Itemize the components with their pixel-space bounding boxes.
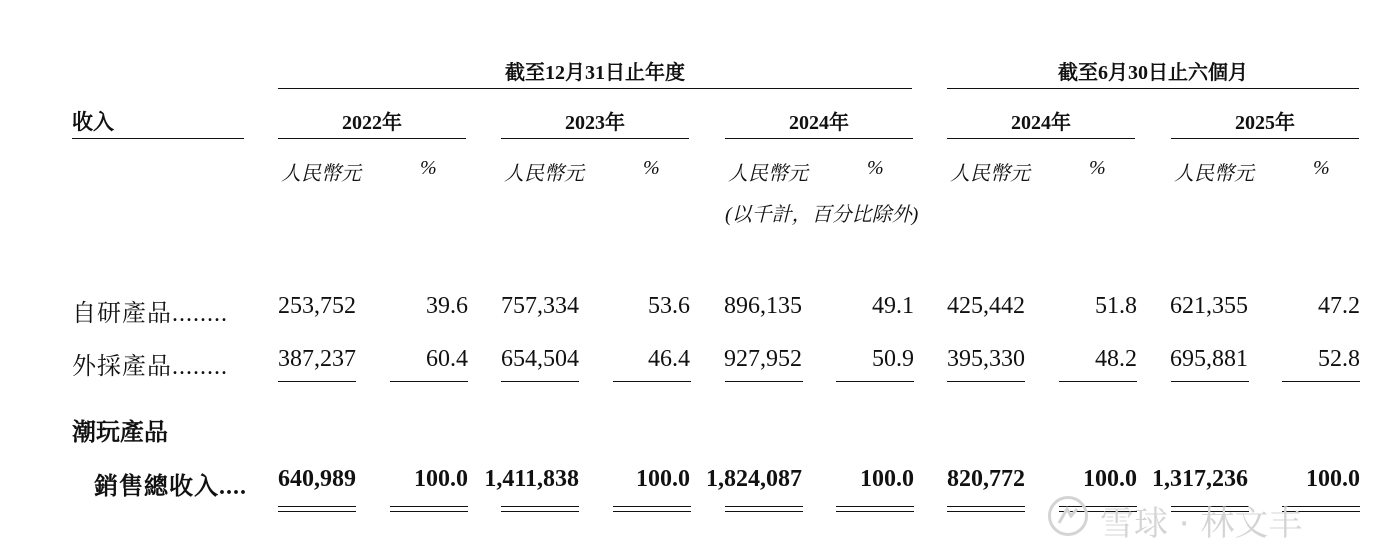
cell-outsourced-2022-amount: 387,237: [278, 346, 356, 372]
section-title-trendy-toys: 潮玩產品: [72, 420, 168, 446]
cell-self-developed-2025h-amount: 621,355: [1170, 293, 1248, 319]
watermark-author: 雪球 · 林文丰: [1100, 504, 1303, 544]
year-rule-2023: [501, 138, 689, 139]
unit-label: 人民幣元: [504, 163, 584, 185]
cell-total-2025h-pct: 100.0: [1306, 466, 1360, 492]
subtotal-rule: [613, 381, 691, 382]
unit-label: 人民幣元: [950, 163, 1030, 185]
row-header-rule: [72, 138, 244, 139]
pct-label: %: [1313, 157, 1330, 179]
subtotal-rule: [278, 381, 356, 382]
cell-outsourced-2024h-pct: 48.2: [1095, 346, 1137, 372]
cell-total-2024h-amount: 820,772: [947, 466, 1025, 492]
total-double-rule: [725, 506, 803, 512]
subtotal-rule: [1059, 381, 1137, 382]
cell-outsourced-2025h-pct: 52.8: [1318, 346, 1360, 372]
pct-label: %: [1089, 157, 1106, 179]
year-header-2024: 2024年: [789, 112, 849, 134]
total-double-rule: [501, 506, 579, 512]
cell-self-developed-2023-amount: 757,334: [501, 293, 579, 319]
group-rule-half-year: [947, 88, 1359, 89]
unit-label: 人民幣元: [1174, 163, 1254, 185]
cell-total-2024-amount: 1,824,087: [706, 466, 802, 492]
cell-total-2023-pct: 100.0: [636, 466, 690, 492]
cell-self-developed-2024-amount: 896,135: [724, 293, 802, 319]
group-header-half-year: 截至6月30日止六個月: [1058, 62, 1248, 84]
pct-label: %: [643, 157, 660, 179]
cell-outsourced-2022-pct: 60.4: [426, 346, 468, 372]
unit-label: 人民幣元: [728, 163, 808, 185]
year-header-2025-half: 2025年: [1235, 112, 1295, 134]
row-label-total: 銷售總收入....: [94, 474, 247, 500]
group-rule-full-year: [278, 88, 912, 89]
cell-outsourced-2024h-amount: 395,330: [947, 346, 1025, 372]
cell-self-developed-2023-pct: 53.6: [648, 293, 690, 319]
subtotal-rule: [947, 381, 1025, 382]
subtotal-rule: [836, 381, 914, 382]
cell-total-2025h-amount: 1,317,236: [1152, 466, 1248, 492]
cell-outsourced-2023-amount: 654,504: [501, 346, 579, 372]
unit-note: (以千計，百分比除外): [725, 204, 919, 226]
cell-total-2024h-pct: 100.0: [1083, 466, 1137, 492]
cell-self-developed-2022-pct: 39.6: [426, 293, 468, 319]
subtotal-rule: [1171, 381, 1249, 382]
cell-outsourced-2023-pct: 46.4: [648, 346, 690, 372]
cell-self-developed-2024-pct: 49.1: [872, 293, 914, 319]
row-label-outsourced: 外採產品........: [72, 354, 228, 380]
total-double-rule: [613, 506, 691, 512]
cell-total-2022-pct: 100.0: [414, 466, 468, 492]
unit-label: 人民幣元: [281, 163, 361, 185]
subtotal-rule: [1282, 381, 1360, 382]
cell-self-developed-2022-amount: 253,752: [278, 293, 356, 319]
year-header-2024-half: 2024年: [1011, 112, 1071, 134]
year-rule-2024: [725, 138, 913, 139]
cell-total-2024-pct: 100.0: [860, 466, 914, 492]
cell-self-developed-2025h-pct: 47.2: [1318, 293, 1360, 319]
cell-outsourced-2024-pct: 50.9: [872, 346, 914, 372]
cell-outsourced-2024-amount: 927,952: [724, 346, 802, 372]
total-double-rule: [390, 506, 468, 512]
watermark-logo-icon: [1048, 496, 1088, 536]
cell-total-2023-amount: 1,411,838: [484, 466, 579, 492]
pct-label: %: [867, 157, 884, 179]
year-rule-2022: [278, 138, 466, 139]
pct-label: %: [420, 157, 437, 179]
year-rule-2025-half: [1171, 138, 1359, 139]
total-double-rule: [836, 506, 914, 512]
group-header-full-year: 截至12月31日止年度: [505, 62, 685, 84]
cell-total-2022-amount: 640,989: [278, 466, 356, 492]
subtotal-rule: [501, 381, 579, 382]
year-rule-2024-half: [947, 138, 1135, 139]
cell-outsourced-2025h-amount: 695,881: [1170, 346, 1248, 372]
revenue-row-header: 收入: [72, 110, 114, 134]
total-double-rule: [278, 506, 356, 512]
total-double-rule: [947, 506, 1025, 512]
cell-self-developed-2024h-amount: 425,442: [947, 293, 1025, 319]
year-header-2022: 2022年: [342, 112, 402, 134]
subtotal-rule: [390, 381, 468, 382]
cell-self-developed-2024h-pct: 51.8: [1095, 293, 1137, 319]
year-header-2023: 2023年: [565, 112, 625, 134]
row-label-self-developed: 自研產品........: [72, 301, 228, 327]
subtotal-rule: [725, 381, 803, 382]
